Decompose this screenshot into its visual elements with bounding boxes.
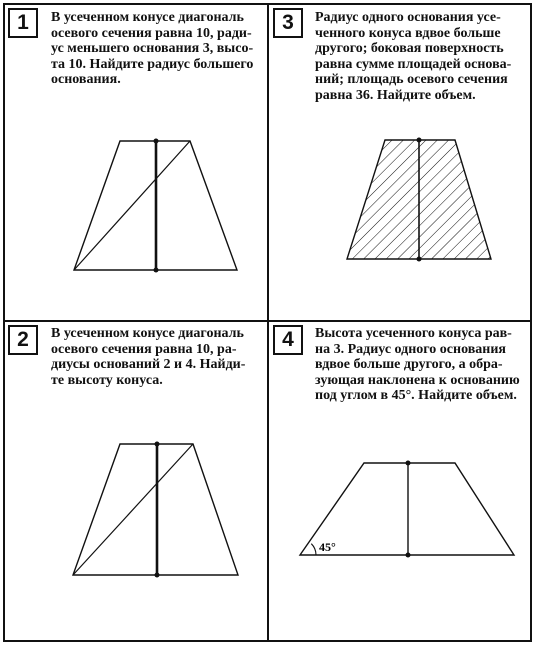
figure-1-trapezoid xyxy=(74,139,237,273)
figure-3-hatched-trapezoid xyxy=(347,138,491,262)
problem-4-number: 4 xyxy=(273,325,303,355)
figure-2-trapezoid xyxy=(73,442,238,578)
problem-4-text: Высота усеченного конуса рав- на 3. Радиус одного основания вдвое больше другого, а обра- зующая наклонена к основанию под углом в 45°. Найдите объем. xyxy=(315,326,520,403)
problem-3-number: 3 xyxy=(273,8,303,38)
figure-2-diagonal xyxy=(73,444,193,575)
figure-4-trapezoid xyxy=(300,461,514,558)
problem-3-text: Радиус одного основания усе- ченного конуса вдвое больше другого; боковая поверхность равна сумме площадей основа- ний; площадь осевого сечения равна 36. Найдите объем. xyxy=(315,10,512,103)
problem-1-number: 1 xyxy=(8,8,38,38)
figure-4-angle-arc xyxy=(311,544,316,555)
problem-1-text: В усеченном конусе диагональ осевого сечения равна 10, ради- ус меньшего основания 3, высо- та 10. Найдите радиус большего основания. xyxy=(51,10,254,87)
problem-2-text: В усеченном конусе диагональ осевого сечения равна 10, ра- диусы оснований 2 и 4. Найди- те высоту конуса. xyxy=(51,326,246,388)
problem-2-number: 2 xyxy=(8,325,38,355)
figure-1-diagonal xyxy=(74,141,190,270)
figure-4-angle-label: 45° xyxy=(319,540,336,554)
